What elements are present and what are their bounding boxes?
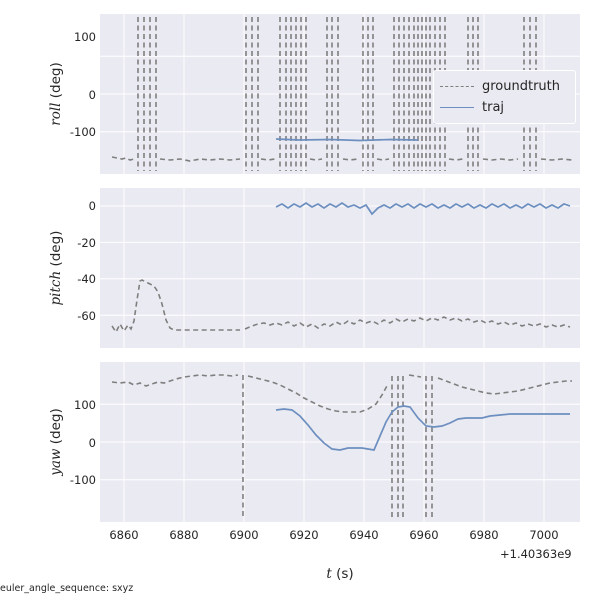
legend-label-traj: traj [482,100,505,115]
yaw-traj-series [276,406,570,450]
yaw-ytick-100: 100 [74,398,96,412]
yaw-plot-area [100,362,580,522]
xtick-7000: 7000 [529,528,559,542]
pitch-ytick-neg40: -40 [77,272,96,286]
xtick-6880: 6880 [169,528,199,542]
roll-ytick-100: 100 [74,30,96,44]
legend-swatch-groundtruth [440,86,474,87]
yaw-gridlines [100,362,580,522]
pitch-y-axis-label: pitch (deg) [48,230,64,306]
pitch-traj-series [276,203,570,214]
xtick-6900: 6900 [229,528,259,542]
pitch-ytick-neg60: -60 [77,309,96,323]
yaw-panel [100,362,580,522]
yaw-ytick-neg100: -100 [69,473,96,487]
xtick-6920: 6920 [289,528,319,542]
pitch-plot-area [100,188,580,348]
roll-traj-series [276,139,418,141]
legend-item-groundtruth[interactable] [440,76,567,97]
pitch-ytick-neg20: -20 [77,236,96,250]
pitch-groundtruth-series [112,280,570,332]
x-axis-offset-text: +1.40363e9 [500,547,572,561]
roll-y-axis-label: roll (deg) [48,62,64,126]
yaw-ytick-0: 0 [88,436,96,450]
xtick-6960: 6960 [409,528,439,542]
euler-sequence-note: euler_angle_sequence: sxyz [0,583,134,594]
roll-ytick-0: 0 [88,88,96,102]
xtick-6860: 6860 [109,528,139,542]
roll-ytick-neg100: -100 [69,125,96,139]
legend-item-traj[interactable] [440,97,567,118]
pitch-ytick-0: 0 [88,199,96,213]
xtick-6980: 6980 [469,528,499,542]
legend [433,70,576,124]
legend-swatch-traj [440,107,474,108]
legend-label-groundtruth: groundtruth [482,79,561,94]
x-axis-label: t (s) [326,566,354,582]
xtick-6940: 6940 [349,528,379,542]
yaw-y-axis-label: yaw (deg) [48,408,64,476]
pitch-panel [100,188,580,348]
yaw-groundtruth-series [112,375,572,517]
